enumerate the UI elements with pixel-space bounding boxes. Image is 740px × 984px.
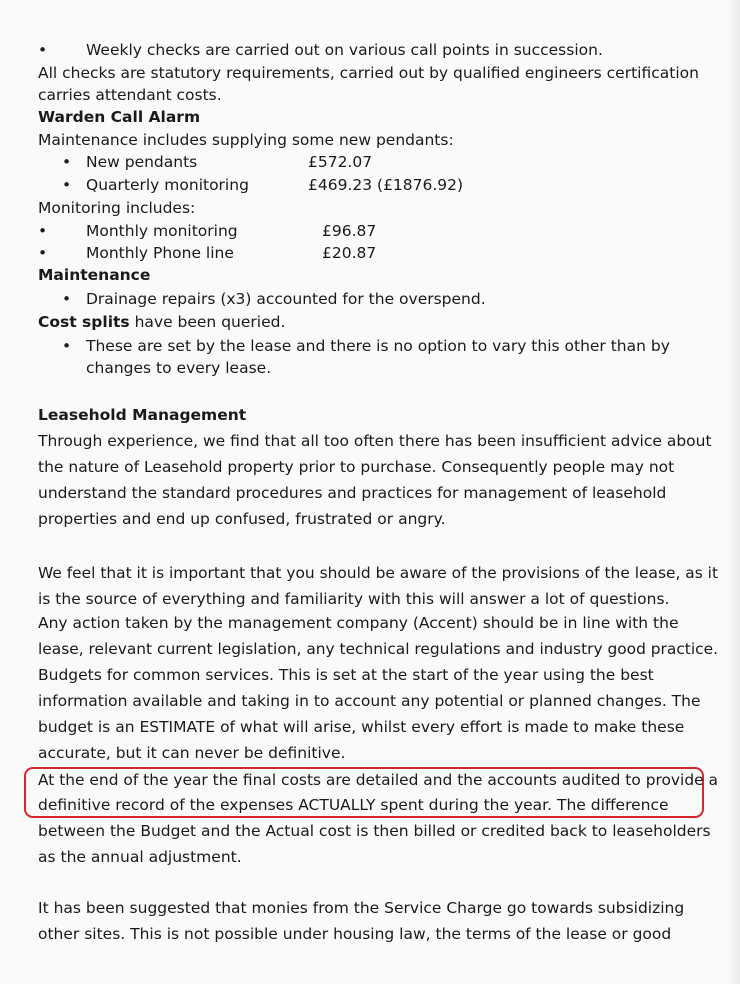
leasehold-heading: Leasehold Management [38, 406, 247, 424]
bullet-dot: • [62, 290, 72, 308]
item-label: Monthly monitoring [86, 222, 238, 240]
weekly-checks-line: Weekly checks are carried out on various call points in succession. [86, 41, 603, 59]
page-edge-shadow [726, 0, 740, 984]
para2-line: budget is an ESTIMATE of what will arise, whilst every effort is made to make these [38, 718, 685, 736]
item-label: Quarterly monitoring [86, 176, 249, 194]
item-amount: £96.87 [322, 222, 377, 240]
para2-line: We feel that it is important that you should be aware of the provisions of the lease, as it [38, 564, 719, 582]
maintenance-item: Drainage repairs (x3) accounted for the overspend. [86, 290, 486, 308]
cost-splits-bold: Cost splits [38, 313, 130, 331]
monitoring-intro: Monitoring includes: [38, 199, 196, 217]
warden-intro: Maintenance includes supplying some new pendants: [38, 131, 454, 149]
item-amount: £469.23 (£1876.92) [308, 176, 464, 194]
para1-line: the nature of Leasehold property prior to purchase. Consequently people may not [38, 458, 675, 476]
para2-line: accurate, but it can never be definitive. [38, 744, 346, 762]
highlighted-line: At the end of the year the final costs are detailed and the accounts audited to provide a [38, 771, 718, 789]
bullet-dot: • [62, 153, 72, 171]
item-amount: £20.87 [322, 244, 377, 262]
para2-line: information available and taking in to account any potential or planned changes. The [38, 692, 701, 710]
item-amount: £572.07 [308, 153, 373, 171]
para1-line: understand the standard procedures and practices for management of leasehold [38, 484, 667, 502]
para2-line: Budgets for common services. This is set at the start of the year using the best [38, 666, 654, 684]
para2-line: Any action taken by the management company (Accent) should be in line with the [38, 614, 679, 632]
bullet-dot: • [38, 244, 48, 262]
cost-splits-item-line-1: These are set by the lease and there is no option to vary this other than by [86, 337, 670, 355]
maintenance-heading: Maintenance [38, 266, 151, 284]
bullet-dot: • [62, 337, 72, 355]
para1-line: properties and end up confused, frustrated or angry. [38, 510, 446, 528]
after-highlight-line: as the annual adjustment. [38, 848, 242, 866]
statutory-line-2: carries attendant costs. [38, 86, 222, 104]
after-highlight-line: between the Budget and the Actual cost is then billed or credited back to leaseholders [38, 822, 711, 840]
statutory-line-1: All checks are statutory requirements, carried out by qualified engineers certification [38, 64, 699, 82]
warden-heading: Warden Call Alarm [38, 108, 201, 126]
item-label: New pendants [86, 153, 198, 171]
cost-splits-item-line-2: changes to every lease. [86, 359, 272, 377]
para3-line: other sites. This is not possible under housing law, the terms of the lease or good [38, 925, 672, 943]
bullet-dot: • [62, 176, 72, 194]
bullet-dot: • [38, 41, 48, 59]
para2-line: is the source of everything and familiarity with this will answer a lot of questions. [38, 590, 670, 608]
item-label: Monthly Phone line [86, 244, 234, 262]
bullet-dot: • [38, 222, 48, 240]
para2-line: lease, relevant current legislation, any technical regulations and industry good practice. [38, 640, 718, 658]
cost-splits-rest: have been queried. [129, 313, 286, 331]
highlighted-line: definitive record of the expenses ACTUALLY spent during the year. The difference [38, 796, 669, 814]
cost-splits-line [38, 312, 285, 332]
para3-line: It has been suggested that monies from the Service Charge go towards subsidizing [38, 899, 685, 917]
para1-line: Through experience, we find that all too often there has been insufficient advice about [38, 432, 712, 450]
